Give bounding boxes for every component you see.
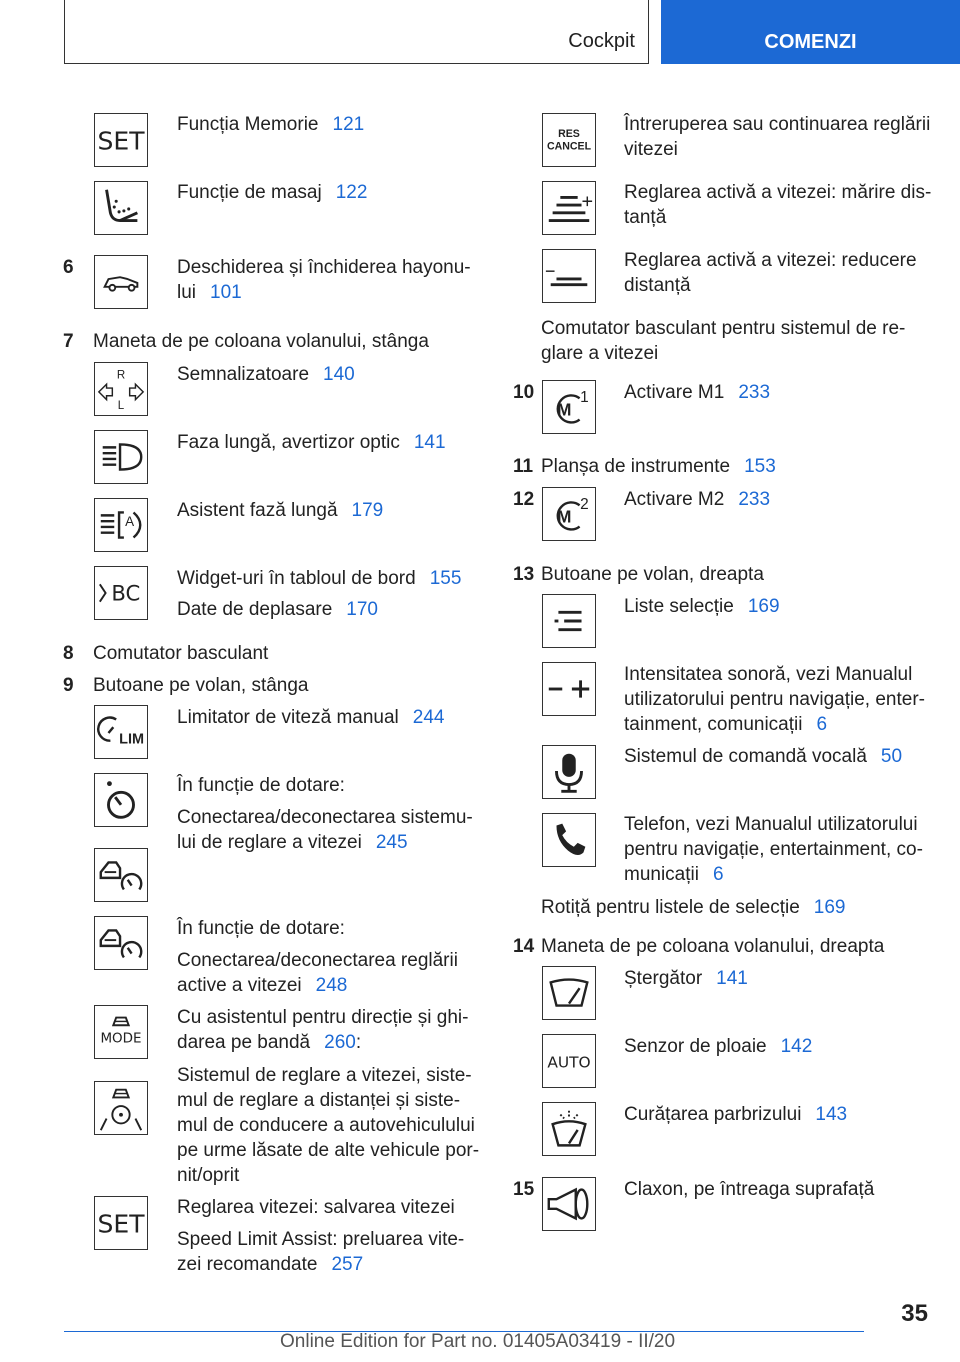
volume-label: Intensitatea sonoră, vezi Manualul utilizatorului pentru navigație, enter- tainment, comunicații 6 — [624, 664, 926, 735]
rocker-switch-label: Comutator basculant — [93, 643, 269, 664]
seat-massage-icon — [94, 181, 148, 235]
section-title: Cockpit — [568, 30, 635, 52]
massage-function-label: Funcție de masaj 122 — [177, 182, 368, 203]
active-cruise-toggle-label: Conectarea/deconectarea reglării active a vitezei 248 — [177, 950, 458, 996]
cruise-control-icon — [94, 773, 148, 827]
high-beam-icon — [94, 430, 148, 484]
equipment-note: În funcție de dotare: — [177, 918, 345, 939]
chapter-tab[interactable]: COMENZI — [661, 0, 960, 64]
m1-label: Activare M1 233 — [624, 382, 771, 403]
item-number: 12 — [513, 489, 535, 510]
svg-text:1: 1 — [580, 389, 589, 407]
m1-icon — [542, 380, 596, 434]
svg-text:LIM: LIM — [119, 731, 145, 748]
interrupt-cruise-label: Întreruperea sau continuarea reglării vitezei — [624, 114, 931, 160]
item-number: 8 — [63, 643, 74, 664]
list-icon — [542, 594, 596, 648]
svg-text:SET: SET — [97, 1209, 145, 1239]
tailgate-icon — [94, 255, 148, 309]
phone-label: Telefon, vezi Manualul utilizatorului pentru navigație, entertainment, co- municații 6 — [624, 814, 923, 885]
equipment-note: În funcție de dotare: — [177, 775, 345, 796]
svg-text:2: 2 — [580, 496, 589, 514]
page-link[interactable]: 245 — [375, 832, 408, 853]
cruise-toggle-label: Conectarea/deconectarea sistemu- lui de reglare a vitezei 245 — [177, 807, 473, 853]
page-link[interactable]: 142 — [780, 1036, 813, 1057]
instrument-panel-label: Planșa de instrumente 153 — [541, 456, 776, 477]
footer-edition: Online Edition for Part no. 01405A03419 - II/20 — [280, 1331, 676, 1352]
svg-text:M: M — [556, 506, 572, 527]
svg-text:MODE: MODE — [100, 1030, 142, 1047]
active-cruise-icon — [94, 848, 148, 902]
wiper-label: Ștergător 141 — [624, 968, 748, 989]
speed-limiter-label: Limitator de viteză manual 244 — [177, 707, 445, 728]
horn-icon — [542, 1177, 596, 1231]
page-link[interactable]: 169 — [813, 897, 846, 918]
horn-label: Claxon, pe întreaga suprafață — [624, 1179, 875, 1200]
item-number: 6 — [63, 257, 74, 278]
svg-text:CANCEL: CANCEL — [546, 140, 592, 153]
page-number: 35 — [901, 1300, 928, 1327]
microphone-icon — [542, 745, 596, 799]
driving-systems-label: Sistemul de reglare a vitezei, siste- mul de reglare a distanței și siste- mul de conducere a autovehiculului pe urme lăsate de alte vehicule por- nit/oprit — [177, 1065, 480, 1186]
svg-text:AUTO: AUTO — [547, 1053, 591, 1072]
page-link[interactable]: 257 — [331, 1254, 364, 1275]
item-number: 11 — [513, 456, 534, 477]
high-beam-label: Faza lungă, avertizor optic 141 — [177, 432, 446, 453]
page-link[interactable]: 233 — [738, 382, 771, 403]
svg-text:RES: RES — [558, 128, 580, 141]
distance-increase-icon — [542, 181, 596, 235]
page-link[interactable]: 155 — [429, 568, 462, 589]
page-link[interactable]: 153 — [744, 456, 776, 477]
item-number: 7 — [63, 331, 74, 352]
page-link[interactable]: 179 — [351, 500, 384, 521]
cruise-rocker-label: Comutator basculant pentru sistemul de re- glare a vitezei — [541, 318, 906, 364]
high-beam-assistant-label: Asistent fază lungă 179 — [177, 500, 384, 521]
driving-assistant-icon — [94, 1081, 148, 1135]
page-link[interactable]: 140 — [323, 364, 355, 385]
memory-function-label: Funcția Memorie 121 — [177, 114, 365, 135]
page-link[interactable]: 6 — [712, 864, 724, 885]
m2-icon — [542, 487, 596, 541]
mode-icon — [94, 1005, 148, 1059]
distance-increase-label: Reglarea activă a vitezei: mărire dis- tanță — [624, 182, 932, 228]
washer-icon — [542, 1102, 596, 1156]
selection-list-label: Liste selecție 169 — [624, 596, 780, 617]
selection-wheel-label: Rotiță pentru listele de selecție 169 — [541, 897, 846, 918]
page-link[interactable]: 141 — [716, 968, 748, 989]
page-link[interactable]: 233 — [738, 489, 771, 510]
item-number: 15 — [513, 1179, 535, 1200]
page-link[interactable]: 50 — [880, 746, 903, 767]
right-buttons-heading: Butoane pe volan, dreapta — [541, 564, 764, 585]
svg-text:SET: SET — [97, 126, 145, 156]
page-link[interactable]: 244 — [412, 707, 445, 728]
item-number: 10 — [513, 382, 535, 403]
svg-text:R: R — [116, 369, 126, 382]
distance-decrease-label: Reglarea activă a vitezei: reducere distanță — [624, 250, 917, 296]
page-link[interactable]: 141 — [413, 432, 446, 453]
page-link[interactable]: 101 — [210, 282, 242, 303]
turn-signal-label: Semnalizatoare 140 — [177, 364, 355, 385]
page-link[interactable]: 143 — [815, 1104, 848, 1125]
widget-label: Widget-uri în tabloul de bord 155 — [177, 568, 462, 589]
left-stalk-heading: Maneta de pe coloana volanului, stânga — [93, 331, 429, 352]
wiper-icon — [542, 966, 596, 1020]
right-stalk-heading: Maneta de pe coloana volanului, dreapta — [541, 936, 885, 957]
page-link[interactable]: 122 — [335, 182, 368, 203]
set-icon — [94, 1196, 148, 1250]
steering-assistant-label: Cu asistentul pentru direcție și ghi- darea pe bandă 260: — [177, 1007, 469, 1053]
svg-text:BC: BC — [111, 580, 141, 606]
auto-icon — [542, 1034, 596, 1088]
phone-icon — [542, 813, 596, 867]
speed-limit-assist-label: Speed Limit Assist: preluarea vite- zei recomandate 257 — [177, 1229, 465, 1275]
left-buttons-heading: Butoane pe volan, stânga — [93, 675, 309, 696]
turn-signal-icon — [94, 362, 148, 416]
distance-decrease-icon — [542, 249, 596, 303]
set-icon — [94, 113, 148, 167]
page-link[interactable]: 260 — [324, 1032, 356, 1053]
voice-control-label: Sistemul de comandă vocală 50 — [624, 746, 903, 767]
speed-limiter-icon — [94, 705, 148, 759]
tailgate-label: Deschiderea și închiderea hayonu- lui 101 — [177, 257, 471, 303]
trip-data-label: Date de deplasare 170 — [177, 599, 378, 620]
page-link[interactable]: 6 — [816, 714, 828, 735]
header-frame — [64, 0, 649, 64]
page-link[interactable]: 170 — [346, 599, 378, 620]
m2-label: Activare M2 233 — [624, 489, 771, 510]
save-speed-label: Reglarea vitezei: salvarea vitezei — [177, 1197, 455, 1218]
item-number: 14 — [513, 936, 535, 957]
svg-text:A: A — [125, 513, 135, 529]
bc-icon — [94, 566, 148, 620]
rain-sensor-label: Senzor de ploaie 142 — [624, 1036, 813, 1057]
active-cruise-icon — [94, 916, 148, 970]
item-number: 13 — [513, 564, 535, 585]
page-link[interactable]: 169 — [747, 596, 780, 617]
high-beam-assistant-icon — [94, 498, 148, 552]
svg-text:L: L — [117, 400, 125, 413]
svg-text:M: M — [556, 399, 572, 420]
page-link[interactable]: 248 — [315, 975, 348, 996]
res-cancel-icon — [542, 113, 596, 167]
volume-icon — [542, 662, 596, 716]
windshield-wash-label: Curățarea parbrizului 143 — [624, 1104, 848, 1125]
item-number: 9 — [63, 675, 74, 696]
page-link[interactable]: 121 — [332, 114, 365, 135]
